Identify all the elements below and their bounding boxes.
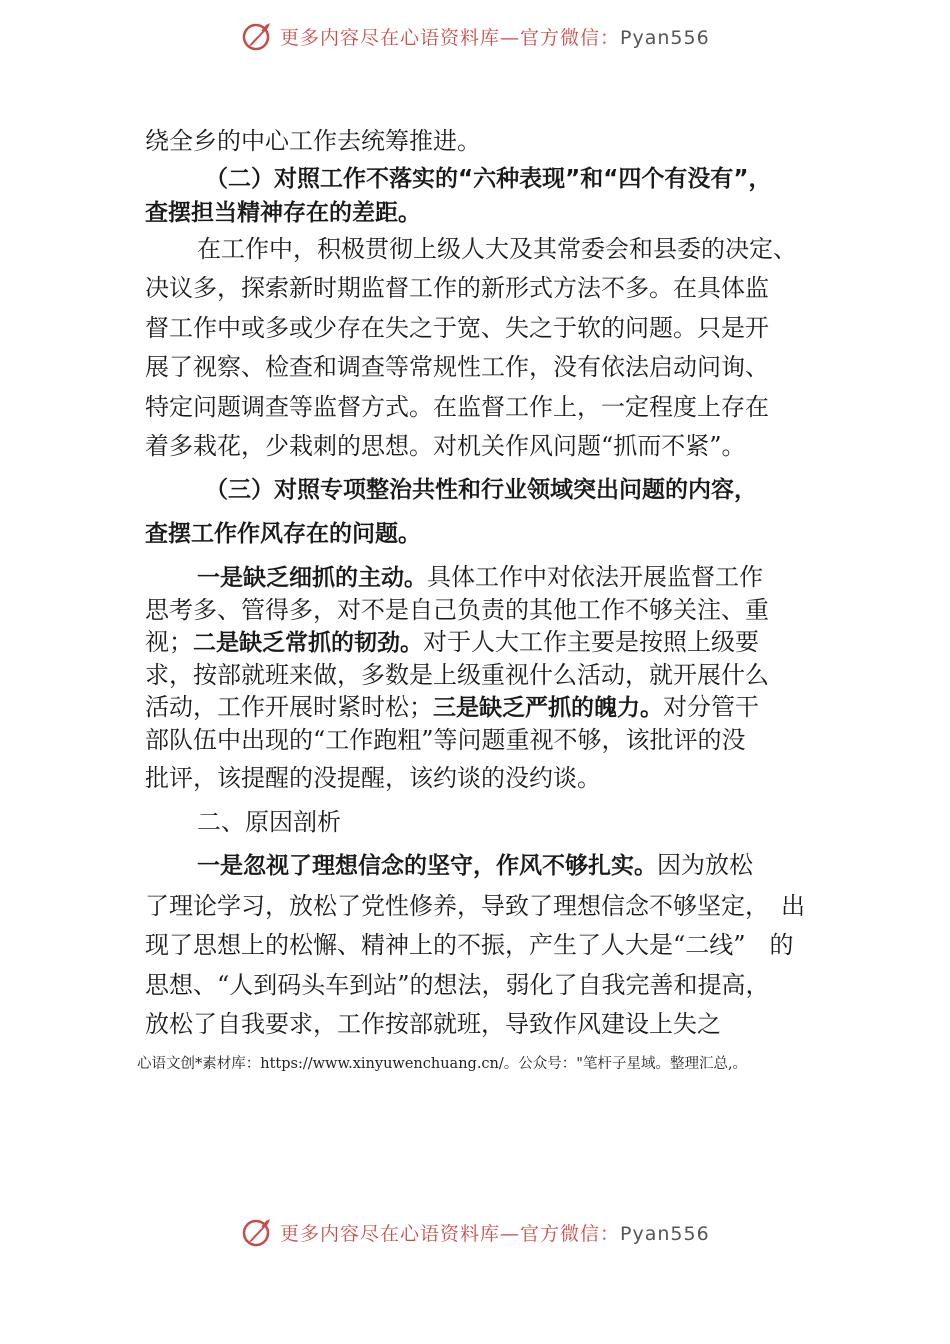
top-banner xyxy=(240,16,760,56)
paragraph-line: 一是忽视了理想信念的坚守，作风不够扎实。因为放松 xyxy=(197,850,753,879)
paragraph-line: 绕全乡的中心工作去统筹推进。 xyxy=(145,127,481,155)
paragraph-line: 放松了自我要求，工作按部就班，导致作风建设上失之 xyxy=(145,1010,721,1038)
section-heading-2-cont: 查摆担当精神存在的差距。 xyxy=(145,199,421,226)
paragraph-line: 思想、“人到码头车到站”的想法，弱化了自我完善和提高， xyxy=(145,970,770,999)
paragraph-line: 活动，工作开展时紧时松；三是缺乏严抓的魄力。对分管干 xyxy=(145,692,759,721)
paragraph-line: 求，按部就班来做，多数是上级重视什么活动，就开展什么 xyxy=(145,660,769,689)
footer-note: 心语文创*素材库：https://www.xinyuwenchuang.cn/。公众号："笔杆子星域。整理汇总,。 xyxy=(137,1056,748,1072)
section-heading-3-cont: 查摆工作作风存在的问题。 xyxy=(145,520,421,547)
section-heading-3: （三）对照专项整治共性和行业领域突出问题的内容， xyxy=(205,476,757,503)
paragraph-line: 特定问题调查等监督方式。在监督工作上，一定程度上存在 xyxy=(145,392,769,421)
wechat-id: Pyan556 xyxy=(620,1222,710,1245)
paragraph-line: 在工作中，积极贯彻上级人大及其常委会和县委的决定、 xyxy=(197,234,797,263)
paragraph-line: 部队伍中出现的“工作跑粗”等问题重视不够，该批评的没 xyxy=(145,725,746,754)
section-heading-2: （二）对照工作不落实的“六种表现”和“四个有没有”， xyxy=(205,165,772,192)
bold-phrase: 二是缺乏常抓的韧劲。 xyxy=(193,629,423,656)
paragraph-line: 视；二是缺乏常抓的韧劲。对于人大工作主要是按照上级要 xyxy=(145,627,759,656)
paragraph-line: 一是缺乏细抓的主动。具体工作中对依法开展监督工作 xyxy=(197,562,763,591)
paragraph-line: 思考多、管得多，对不是自己负责的其他工作不够关注、重 xyxy=(145,595,769,624)
bold-phrase: 一是缺乏细抓的主动。 xyxy=(197,564,427,591)
section-title: 二、原因剖析 xyxy=(197,807,341,836)
quill-logo-icon xyxy=(240,19,274,53)
bottom-banner xyxy=(240,1212,760,1252)
paragraph-line: 现了思想上的松懈、精神上的不振，产生了人大是“二线” 的 xyxy=(145,931,794,959)
wechat-id: Pyan556 xyxy=(620,26,710,49)
banner-text: 更多内容尽在心语资料库—官方微信：Pyan556 xyxy=(280,1222,710,1245)
quill-logo-icon xyxy=(240,1215,274,1249)
paragraph-line: 了理论学习，放松了党性修养，导致了理想信念不够坚定， 出 xyxy=(145,891,805,920)
paragraph-line: 批评，该提醒的没提醒，该约谈的没约谈。 xyxy=(145,763,601,792)
bold-phrase: 一是忽视了理想信念的坚守，作风不够扎实。 xyxy=(197,852,657,879)
paragraph-line: 展了视察、检查和调查等常规性工作，没有依法启动问询、 xyxy=(145,353,769,381)
banner-text: 更多内容尽在心语资料库—官方微信：Pyan556 xyxy=(280,26,710,49)
paragraph-line: 决议多，探索新时期监督工作的新形式方法不多。在具体监 xyxy=(145,274,769,302)
paragraph-line: 着多栽花，少栽刺的思想。对机关作风问题“抓而不紧”。 xyxy=(145,432,746,460)
document-body xyxy=(145,122,820,1045)
paragraph-line: 督工作中或多或少存在失之于宽、失之于软的问题。只是开 xyxy=(145,313,769,342)
bold-phrase: 三是缺乏严抓的魄力。 xyxy=(433,694,663,721)
